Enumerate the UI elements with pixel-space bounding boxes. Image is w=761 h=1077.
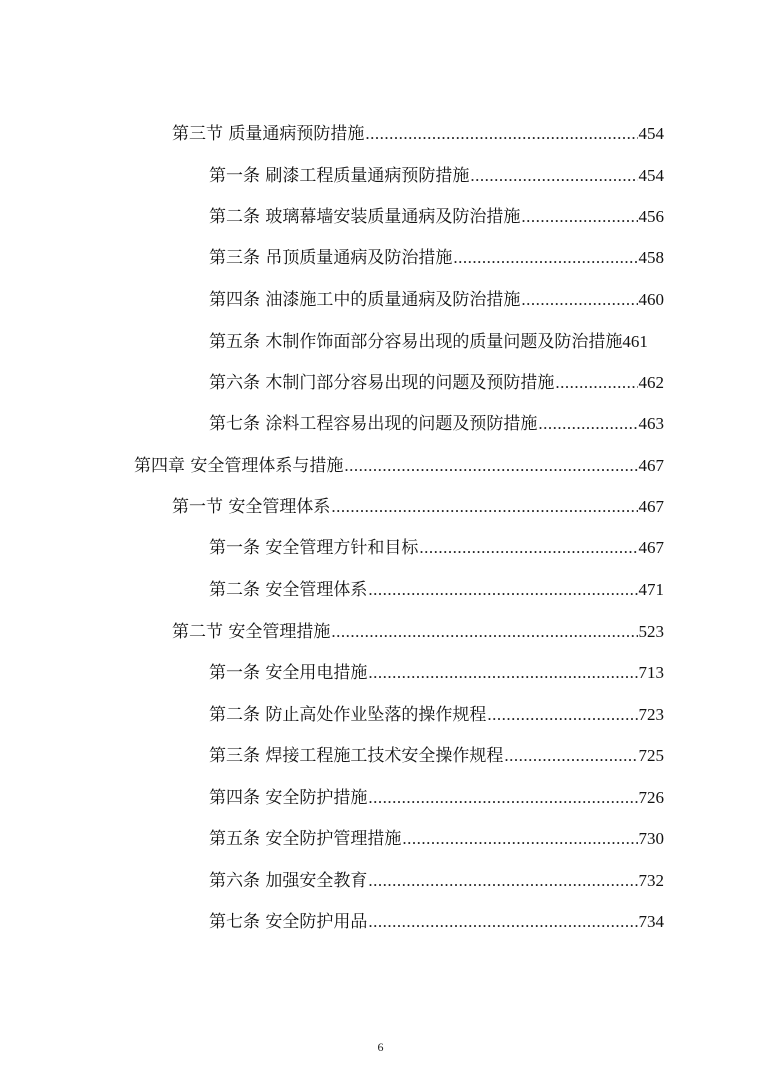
toc-entry[interactable] bbox=[209, 332, 689, 352]
toc-leader-dots bbox=[344, 456, 637, 476]
toc-entry-page: 461 bbox=[622, 332, 648, 351]
toc-entry-label: 第三节 质量通病预防措施 bbox=[172, 124, 365, 144]
toc-entry-page: 463 bbox=[638, 414, 664, 433]
toc-leader-dots bbox=[402, 829, 637, 849]
toc-entry-label: 第六条 木制门部分容易出现的问题及预防措施 bbox=[209, 373, 555, 393]
toc-entry-label: 第三条 焊接工程施工技术安全操作规程 bbox=[209, 746, 504, 766]
toc-entry[interactable] bbox=[209, 166, 664, 186]
toc-entry-label: 第一条 安全管理方针和目标 bbox=[209, 538, 419, 558]
toc-leader-dots bbox=[521, 290, 637, 310]
page-number: 6 bbox=[377, 1040, 384, 1054]
toc-leader-dots bbox=[331, 497, 637, 517]
toc-entry-page: 467 bbox=[638, 497, 664, 516]
toc-entry-page: 467 bbox=[638, 456, 664, 475]
toc-leader-dots bbox=[453, 248, 637, 268]
toc-entry-label: 第六条 加强安全教育 bbox=[209, 871, 368, 891]
toc-entry-label: 第七条 安全防护用品 bbox=[209, 912, 368, 932]
toc-entry-label: 第二条 防止高处作业坠落的操作规程 bbox=[209, 705, 487, 725]
toc-chapter-entry[interactable] bbox=[134, 456, 664, 476]
toc-entry[interactable] bbox=[209, 746, 664, 766]
toc-entry-label: 第一条 安全用电措施 bbox=[209, 663, 368, 683]
toc-entry-page: 467 bbox=[638, 538, 664, 557]
toc-entry-label: 第二条 安全管理体系 bbox=[209, 580, 368, 600]
toc-entry-page: 726 bbox=[638, 788, 664, 807]
toc-entry-page: 471 bbox=[638, 580, 664, 599]
toc-leader-dots bbox=[487, 705, 637, 725]
toc-entry-page: 462 bbox=[638, 373, 664, 392]
toc-entry-page: 454 bbox=[638, 166, 664, 185]
toc-entry[interactable] bbox=[209, 580, 664, 600]
toc-entry-page: 456 bbox=[638, 207, 664, 226]
toc-entry-label: 第一节 安全管理体系 bbox=[172, 497, 331, 517]
toc-entry-page: 725 bbox=[638, 746, 664, 765]
toc-entry-label: 第四条 安全防护措施 bbox=[209, 788, 368, 808]
toc-entry[interactable] bbox=[209, 788, 664, 808]
toc-entry[interactable] bbox=[209, 373, 664, 393]
toc-entry-label: 第四章 安全管理体系与措施 bbox=[134, 456, 344, 476]
toc-leader-dots bbox=[365, 124, 637, 144]
toc-entry-label: 第五条 安全防护管理措施 bbox=[209, 829, 402, 849]
toc-entry[interactable] bbox=[172, 124, 664, 144]
toc-entry-label: 第二条 玻璃幕墙安装质量通病及防治措施 bbox=[209, 207, 521, 227]
toc-entry[interactable] bbox=[209, 207, 664, 227]
toc-leader-dots bbox=[470, 166, 637, 186]
toc-entry-page: 723 bbox=[638, 705, 664, 724]
toc-section-entry[interactable] bbox=[172, 497, 664, 517]
toc-leader-dots bbox=[331, 622, 637, 642]
toc-leader-dots bbox=[538, 414, 637, 434]
toc-entry[interactable] bbox=[209, 290, 664, 310]
toc-entry-page: 523 bbox=[638, 622, 664, 641]
toc-entry[interactable] bbox=[209, 538, 664, 558]
toc-entry-label: 第二节 安全管理措施 bbox=[172, 622, 331, 642]
toc-entry-label: 第一条 刷漆工程质量通病预防措施 bbox=[209, 166, 470, 186]
toc-entry-page: 730 bbox=[638, 829, 664, 848]
toc-section-entry[interactable] bbox=[172, 622, 664, 642]
toc-entry-label: 第五条 木制作饰面部分容易出现的质量问题及防治措施 bbox=[209, 332, 623, 352]
toc-entry-page: 454 bbox=[638, 124, 664, 143]
toc-leader-dots bbox=[555, 373, 637, 393]
toc-entry[interactable] bbox=[209, 663, 664, 683]
toc-entry-label: 第四条 油漆施工中的质量通病及防治措施 bbox=[209, 290, 521, 310]
toc-leader-dots bbox=[419, 538, 637, 558]
toc-leader-dots bbox=[521, 207, 637, 227]
toc-entry-page: 732 bbox=[638, 871, 664, 890]
toc-entry-label: 第三条 吊顶质量通病及防治措施 bbox=[209, 248, 453, 268]
toc-leader-dots bbox=[504, 746, 637, 766]
toc-entry-page: 458 bbox=[638, 248, 664, 267]
toc-leader-dots bbox=[368, 871, 637, 891]
toc-leader-dots bbox=[368, 580, 637, 600]
toc-entry[interactable] bbox=[209, 414, 664, 434]
toc-entry[interactable] bbox=[209, 912, 664, 932]
toc-leader-dots bbox=[368, 912, 637, 932]
toc-entry-page: 734 bbox=[638, 912, 664, 931]
toc-leader-dots bbox=[368, 788, 637, 808]
toc-entry[interactable] bbox=[209, 705, 664, 725]
toc-entry-label: 第七条 涂料工程容易出现的问题及预防措施 bbox=[209, 414, 538, 434]
toc-entry-page: 460 bbox=[638, 290, 664, 309]
toc-entry[interactable] bbox=[209, 871, 664, 891]
toc-entry-page: 713 bbox=[638, 663, 664, 682]
toc-entry[interactable] bbox=[209, 248, 664, 268]
toc-entry[interactable] bbox=[209, 829, 664, 849]
toc-leader-dots bbox=[368, 663, 637, 683]
